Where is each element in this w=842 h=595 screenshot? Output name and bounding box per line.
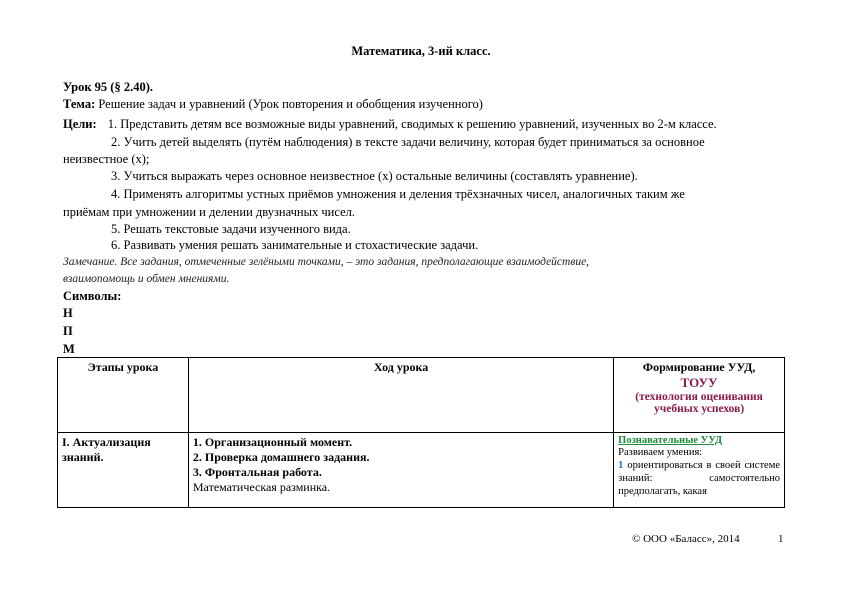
topic-line (63, 97, 483, 112)
header-tech: (технология оценивания учебных успехов) (635, 391, 763, 415)
symbol-n: Н (63, 306, 73, 320)
uud-text-block (618, 459, 780, 498)
goal-4: 4. Применять алгоритмы устных приёмов умножения и деления трёхзначных чисел, аналогичных таким же (111, 187, 685, 201)
header-uud-title: Формирование УУД, (642, 360, 756, 374)
uud-number: 1 (618, 460, 624, 471)
header-stages: Этапы урока (58, 358, 189, 433)
step-2: 2. Проверка домашнего задания. (192, 450, 370, 464)
lesson-number: Урок 95 (§ 2.40). (63, 80, 154, 94)
uud-sub: Развиваем умения: (618, 447, 703, 458)
step-1: 1. Организационный момент. (192, 435, 353, 449)
goal-6: 6. Развивать умения решать занимательные и стохастические задачи. (111, 238, 479, 252)
goal-5: 5. Решать текстовые задачи изученного вида. (111, 222, 351, 236)
goal-1: 1. Представить детям все возможные виды уравнений, сводимых к решению уравнений, изученных во 2-м классе. (107, 117, 717, 131)
goal-2: 2. Учить детей выделять (путём наблюдения) в тексте задачи величину, которая будет приниматься за основное (111, 135, 705, 149)
uud-title: Познавательные УУД (618, 435, 723, 446)
goal-3: 3. Учиться выражать через основное неизвестное (х) остальные величины (составлять уравнение). (111, 169, 638, 183)
symbols-label: Символы: (63, 289, 122, 303)
progress-cell (188, 433, 613, 508)
goals-line-1 (63, 117, 717, 132)
note-line-1: Замечание. Все задания, отмеченные зелёными точками, – это задания, предполагающие взаимодействие, (63, 256, 590, 268)
header-uud (614, 358, 785, 433)
step-note: Математическая разминка. (192, 480, 331, 494)
goal-2-cont: неизвестное (х); (63, 152, 150, 166)
header-toy: ТОУУ (680, 375, 718, 390)
uud-text: ориентироваться в своей системе знаний: самостоятельно предполагать, какая (618, 460, 780, 497)
document-title: Математика, 3-ий класс. (351, 44, 491, 58)
goal-4-cont: приёмам при умножении и делении двузначных чисел. (63, 205, 355, 219)
symbol-p: П (63, 324, 73, 338)
goals-label: Цели: (63, 117, 97, 131)
topic-label: Тема: (63, 97, 96, 111)
stage-cell: I. Актуализация знаний. (58, 433, 189, 508)
topic-text: Решение задач и уравнений (Урок повторения и обобщения изученного) (98, 97, 483, 111)
lesson-plan-table (57, 357, 785, 508)
uud-cell (614, 433, 785, 508)
copyright: © ООО «Баласс», 2014 (632, 533, 740, 545)
symbol-m: М (63, 342, 75, 356)
note-line-2: взаимопомощь и обмен мнениями. (63, 273, 230, 285)
step-3: 3. Фронтальная работа. (192, 465, 322, 479)
page-number: 1 (778, 533, 784, 545)
table-header-row (58, 358, 785, 433)
table-row (58, 433, 785, 508)
header-progress: Ход урока (188, 358, 613, 433)
